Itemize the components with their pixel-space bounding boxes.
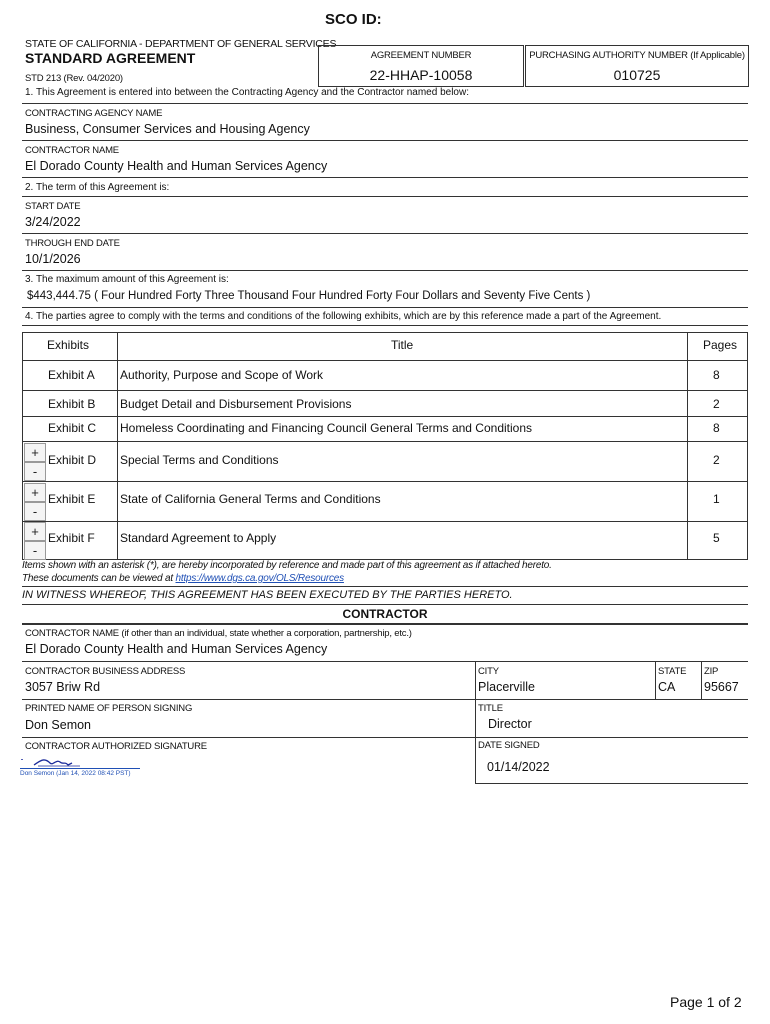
table-row-title: Authority, Purpose and Scope of Work	[120, 368, 323, 382]
state-label: STATE	[658, 666, 687, 677]
remove-row-button[interactable]: -	[24, 462, 46, 481]
section-4-text: 4. The parties agree to comply with the terms and conditions of the following exhibits, which are by this reference made a part of the Agreement.	[25, 311, 662, 322]
table-row-exhibit: Exhibit E	[48, 492, 96, 506]
divider	[22, 586, 748, 587]
divider	[22, 177, 748, 178]
divider	[22, 623, 748, 625]
column-divider	[701, 661, 702, 699]
divider	[22, 140, 748, 141]
witness-statement: IN WITNESS WHEREOF, THIS AGREEMENT HAS BEEN EXECUTED BY THE PARTIES HERETO.	[22, 589, 513, 601]
remove-row-button[interactable]: -	[24, 541, 46, 560]
table-row-pages: 2	[713, 397, 720, 411]
date-signed-field[interactable]: 01/14/2022	[487, 760, 550, 774]
resources-note	[22, 573, 344, 584]
divider	[22, 233, 748, 234]
purchasing-authority-label: PURCHASING AUTHORITY NUMBER (If Applicable)	[529, 50, 745, 61]
add-row-button[interactable]: +	[24, 443, 46, 462]
row-divider	[23, 360, 747, 361]
agreement-number-label: AGREEMENT NUMBER	[370, 50, 472, 61]
table-row-title: State of California General Terms and Conditions	[120, 492, 381, 506]
column-divider	[117, 333, 118, 559]
max-amount-field[interactable]: $443,444.75 ( Four Hundred Forty Three Thousand Four Hundred Forty Four Dollars and Seventy Five Cents )	[27, 290, 591, 302]
table-row-title: Special Terms and Conditions	[120, 453, 279, 467]
divider	[22, 661, 748, 662]
divider	[22, 737, 748, 738]
address-label: CONTRACTOR BUSINESS ADDRESS	[25, 666, 186, 677]
contractor-name-field[interactable]: El Dorado County Health and Human Services Agency	[25, 159, 328, 173]
table-row-title: Budget Detail and Disbursement Provisions	[120, 397, 352, 411]
zip-label: ZIP	[704, 666, 719, 677]
divider	[22, 270, 748, 271]
column-divider	[687, 333, 688, 559]
row-divider	[23, 521, 747, 522]
add-row-button[interactable]: +	[24, 483, 46, 502]
form-title: STANDARD AGREEMENT	[25, 50, 196, 66]
contractor-name-2-field[interactable]: El Dorado County Health and Human Services Agency	[25, 642, 328, 656]
row-divider	[23, 441, 747, 442]
divider	[22, 307, 748, 308]
header-pages: Pages	[703, 338, 738, 352]
form-number: STD 213 (Rev. 04/2020)	[25, 73, 123, 84]
column-divider	[475, 661, 476, 783]
table-row-exhibit: Exhibit F	[48, 531, 95, 545]
exhibits-table	[22, 332, 748, 560]
resources-prefix: These documents can be viewed at	[22, 573, 176, 584]
sco-id-label: SCO ID:	[325, 11, 382, 28]
remove-row-button[interactable]: -	[24, 502, 46, 521]
title-label: TITLE	[478, 703, 503, 714]
divider	[22, 604, 748, 605]
table-row-pages: 1	[713, 492, 720, 506]
table-row-exhibit: Exhibit C	[48, 421, 97, 435]
page-number: Page 1 of 2	[670, 994, 742, 1010]
divider	[22, 699, 748, 700]
end-date-field[interactable]: 10/1/2026	[25, 252, 81, 266]
asterisk-note: Items shown with an asterisk (*), are hereby incorporated by reference and made part of this agreement as if attached hereto.	[22, 560, 552, 571]
table-row-exhibit: Exhibit B	[48, 397, 96, 411]
date-signed-label: DATE SIGNED	[478, 740, 540, 751]
title-field[interactable]: Director	[488, 717, 532, 731]
contracting-agency-label: CONTRACTING AGENCY NAME	[25, 108, 163, 119]
zip-field[interactable]: 95667	[704, 680, 739, 694]
add-row-button[interactable]: +	[24, 522, 46, 541]
divider	[475, 783, 748, 784]
table-row-exhibit: Exhibit D	[48, 453, 97, 467]
agreement-number-field[interactable]: 22-HHAP-10058	[369, 67, 473, 83]
table-row-pages: 2	[713, 453, 720, 467]
divider	[22, 325, 748, 326]
contracting-agency-field[interactable]: Business, Consumer Services and Housing Agency	[25, 122, 310, 136]
table-row-pages: 8	[713, 368, 720, 382]
divider	[22, 103, 748, 104]
signer-name-label: PRINTED NAME OF PERSON SIGNING	[25, 703, 193, 714]
state-department: STATE OF CALIFORNIA - DEPARTMENT OF GENERAL SERVICES	[25, 38, 337, 50]
table-row-title: Homeless Coordinating and Financing Council General Terms and Conditions	[120, 421, 533, 435]
table-row-exhibit: Exhibit A	[48, 368, 95, 382]
city-field[interactable]: Placerville	[478, 680, 535, 694]
purchasing-authority-field[interactable]: 010725	[613, 67, 661, 83]
table-row-title: Standard Agreement to Apply	[120, 531, 277, 545]
contractor-section-title: CONTRACTOR	[342, 607, 428, 621]
section-3-text: 3. The maximum amount of this Agreement is:	[25, 274, 229, 285]
row-divider	[23, 390, 747, 391]
signature-caption: Don Semon (Jan 14, 2022 08:42 PST)	[20, 770, 131, 777]
signer-name-field[interactable]: Don Semon	[25, 718, 92, 732]
city-label: CITY	[478, 666, 499, 677]
agreement-number-box	[318, 45, 524, 87]
row-divider	[23, 416, 747, 417]
signature-underline	[20, 768, 140, 769]
resources-link[interactable]: https://www.dgs.ca.gov/OLS/Resources	[175, 573, 344, 584]
contractor-name-2-label: CONTRACTOR NAME (if other than an individual, state whether a corporation, partnership, etc.)	[25, 628, 412, 639]
table-row-pages: 5	[713, 531, 720, 545]
end-date-label: THROUGH END DATE	[25, 238, 120, 249]
start-date-field[interactable]: 3/24/2022	[25, 215, 81, 229]
start-date-label: START DATE	[25, 201, 81, 212]
header-title: Title	[391, 338, 414, 352]
signature-label: CONTRACTOR AUTHORIZED SIGNATURE	[25, 741, 207, 752]
purchasing-authority-box	[525, 45, 749, 87]
divider	[22, 196, 748, 197]
section-2-text: 2. The term of this Agreement is:	[25, 182, 170, 193]
section-1-text: 1. This Agreement is entered into between the Contracting Agency and the Contractor named below:	[25, 87, 469, 98]
signature-image	[20, 753, 140, 769]
contractor-name-label: CONTRACTOR NAME	[25, 145, 119, 156]
header-exhibits: Exhibits	[47, 338, 90, 352]
address-field[interactable]: 3057 Briw Rd	[25, 680, 101, 694]
row-divider	[23, 481, 747, 482]
column-divider	[655, 661, 656, 699]
state-field[interactable]: CA	[658, 680, 676, 694]
table-row-pages: 8	[713, 421, 720, 435]
